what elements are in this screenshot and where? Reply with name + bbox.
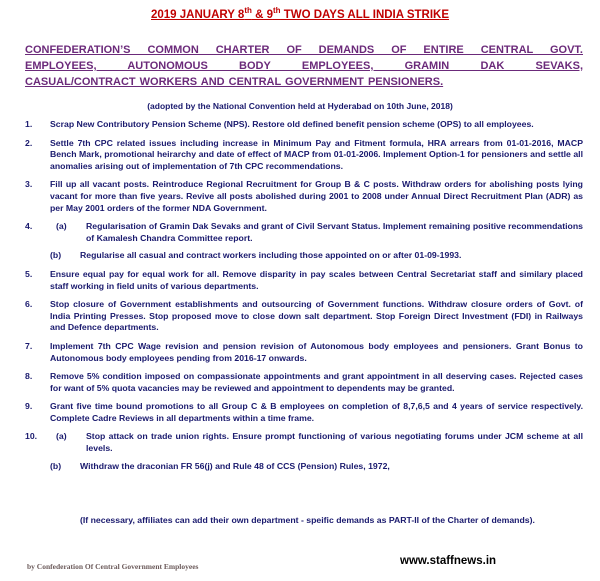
- subitem-label: (b): [50, 250, 62, 261]
- demand-item: [25, 341, 583, 364]
- demand-text: Fill up all vacant posts. Reintroduce Regional Recruitment for Group B & C posts. Withdraw orders for abolishing posts lying vacant for more than five years. Revive all posts abolished during 2001 to 2008 under Annual Direct Recruitment Plan (ADR) as per May 2001 orders of the former NDA Government.: [50, 179, 583, 213]
- heading-line: EMPLOYEES, AUTONOMOUS BODY EMPLOYEES, GRAMIN DAK SEVAKS,: [25, 60, 583, 72]
- note-text: (If necessary, affiliates can add their own department - speific demands as PART-II of the Charter of demands).: [80, 515, 535, 525]
- part-two-note: [25, 515, 583, 527]
- subitem-text: Regularisation of Gramin Dak Sevaks and grant of Civil Servant Status. Implement remaining positive recommendations of Kamalesh Chandra Committee report.: [86, 221, 583, 243]
- subitem-text: Withdraw the draconian FR 56(j) and Rule 48 of CCS (Pension) Rules, 1972,: [80, 460, 390, 471]
- site-watermark: www.staffnews.in: [400, 555, 497, 567]
- demand-number: 10.: [25, 431, 38, 442]
- footer-org: Confederation Of Central Government Employees: [36, 562, 199, 571]
- footer-credit: [27, 562, 198, 571]
- demand-text: Stop closure of Government establishments and outsourcing of Government functions. Withdraw closure orders of Govt. of India Printing Presses. Stop proposed move to close down salt department. Stop Foreign Direct Investment (FDI) in Railways and Defence departments.: [50, 299, 583, 333]
- demand-item: [25, 269, 583, 292]
- demand-number: 1.: [25, 119, 33, 129]
- charter-heading: [25, 42, 583, 90]
- demand-text: Scrap New Contributory Pension Scheme (NPS). Restore old defined benefit pension scheme (OPS) to all employees.: [50, 119, 534, 129]
- demand-item: [25, 138, 583, 173]
- demand-number: 9.: [25, 401, 33, 412]
- heading-line: CONFEDERATION’S COMMON CHARTER OF DEMANDS OF ENTIRE CENTRAL GOVT.: [25, 44, 583, 56]
- demand-number: 2.: [25, 137, 33, 148]
- subitem-label: (b): [50, 460, 62, 471]
- demand-subitem: [25, 431, 583, 454]
- demand-text: Ensure equal pay for equal work for all. Remove disparity in pay scales between Central Secretariat staff and similary placed staff working in field units of various departments.: [50, 268, 583, 291]
- demand-item: [25, 431, 583, 472]
- subitem-label: (a): [56, 221, 67, 232]
- title-sup: th: [272, 6, 281, 15]
- adoption-note: (adopted by the National Convention held at Hyderabad on 10th June, 2018): [147, 101, 453, 111]
- demand-number: 4.: [25, 221, 33, 232]
- demand-item: [25, 179, 583, 214]
- demand-item: [25, 401, 583, 424]
- demand-number: 7.: [25, 340, 33, 351]
- page-title: [0, 6, 600, 21]
- subitem-text: Stop attack on trade union rights. Ensure prompt functioning of various negotiating forums under JCM scheme at all levels.: [86, 431, 583, 454]
- heading-line: CASUAL/CONTRACT WORKERS AND CENTRAL GOVERNMENT PENSIONERS.: [25, 76, 444, 88]
- demand-item: [25, 119, 583, 131]
- subitem-text: Regularise all casual and contract workers including those appointed on or after 01-09-1993.: [80, 250, 462, 261]
- demand-item: [25, 371, 583, 394]
- demand-item: [25, 299, 583, 334]
- demand-item: [25, 221, 583, 262]
- demand-text: Grant five time bound promotions to all Group C & B employees on completion of 8,7,6,5 and 4 years of service respectively. Complete Cadre Reviews in all departments within a time frame.: [50, 401, 583, 423]
- subitem-label: (a): [56, 431, 67, 442]
- demand-text: Remove 5% condition imposed on compassionate appointments and grant appointment in all deserving cases. Rejected cases for want of 5% quota vacancies may be reviewed and appointment to dependents may be granted.: [50, 371, 583, 393]
- demands-list: [25, 119, 583, 479]
- title-part: TWO DAYS ALL INDIA STRIKE: [280, 8, 449, 21]
- footer-by: by: [27, 562, 35, 571]
- title-part: & 9: [251, 8, 273, 21]
- demand-number: 8.: [25, 371, 33, 382]
- title-part: 2019 JANUARY 8: [150, 8, 245, 21]
- demand-text: Settle 7th CPC related issues including increase in Minimum Pay and Fitment formula, HRA arrears from 01-01-2016, MACP Bench Mark, promotional heirarchy and date of effect of MACP from 01-01-2006. Implement Option-1 for pensioners and settle all anomalies arising out of implementation of 7th CPC recommendations.: [50, 137, 583, 171]
- demand-subitem: [25, 250, 583, 262]
- title-sup: th: [244, 6, 252, 15]
- demand-number: 6.: [25, 299, 33, 310]
- demand-subitem: [25, 221, 583, 244]
- demand-text: Implement 7th CPC Wage revision and pension revision of Autonomous body employees and pensioners. Grant Bonus to Autonomous body employees pending from 2016-17 onwards.: [50, 340, 583, 363]
- demand-number: 5.: [25, 268, 33, 279]
- demand-number: 3.: [25, 179, 33, 190]
- demand-subitem: [25, 461, 583, 473]
